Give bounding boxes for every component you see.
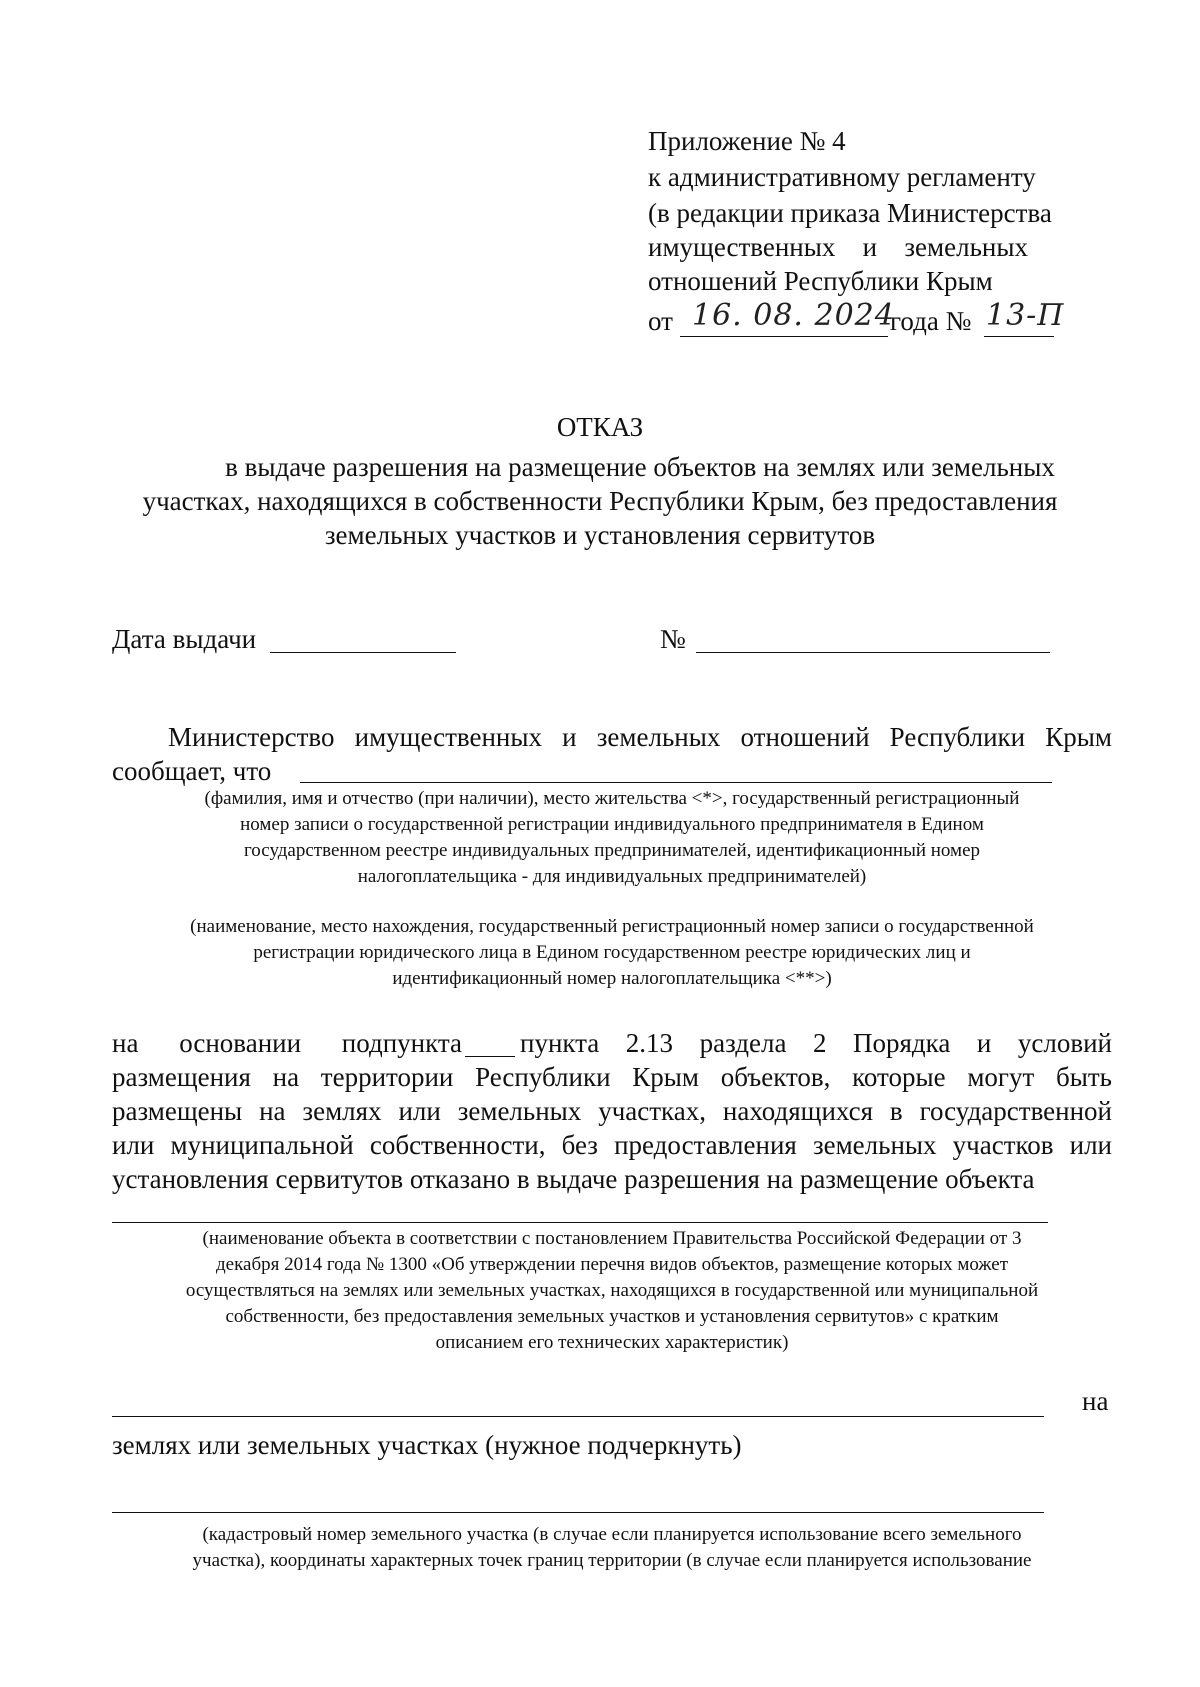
number-underline (984, 336, 1054, 337)
appendix-line-text: имущественных и земельных (648, 232, 1028, 262)
basis-first-a: на основании подпункта (112, 1028, 462, 1058)
reports-field (300, 782, 1052, 783)
number-handwritten: 13-П (986, 298, 1065, 333)
note-line: описанием его технических характеристик) (435, 1332, 789, 1353)
cadastral-field (112, 1512, 1044, 1513)
note-individual (112, 786, 1112, 890)
document-subtitle-line: участках, находящихся в собственности Республики Крым, без предоставления (142, 486, 1058, 516)
note-line: (наименование объекта в соответствии с постановлением Правительства Российской Федерации от 3 (202, 1228, 1022, 1249)
issue-number-label: № (660, 624, 686, 654)
basis-line: или муниципальной собственности, без предоставления земельных участков или (112, 1130, 1112, 1160)
note-line: государственном реестре индивидуальных предпринимателей, идентификационный номер (243, 840, 981, 861)
basis-first-b: пункта 2.13 раздела 2 Порядка и условий (520, 1028, 1112, 1058)
reports-label: сообщает, что (112, 756, 272, 786)
basis-line: размещения на территории Республики Крым объектов, которые могут быть (112, 1062, 1112, 1092)
lands-line: землях или земельных участках (нужное подчеркнуть) (112, 1430, 742, 1460)
note-line: налогоплательщика - для индивидуальных предпринимателей) (357, 866, 867, 887)
basis-last-line: установления сервитутов отказано в выдаче разрешения на размещение объекта (112, 1164, 1035, 1194)
issue-number-field (696, 652, 1050, 653)
appendix-title: Приложение № 4 (648, 126, 846, 156)
note-line: осуществляться на землях или земельных участках, находящихся в государственной или муниципальной (185, 1280, 1039, 1301)
note-line: регистрации юридического лица в Едином государственном реестре юридических лиц и (253, 942, 971, 963)
note-line: участка), координаты характерных точек границ территории (в случае если планируется использование (192, 1550, 1032, 1571)
note-legal-entity (112, 914, 1112, 992)
note-object (112, 1226, 1112, 1356)
issue-date-field (270, 652, 456, 653)
location-field (112, 1416, 1044, 1417)
document-title: ОТКАЗ (556, 412, 644, 442)
appendix-line (648, 230, 1028, 265)
document-subtitle-line: в выдаче разрешения на размещение объектов на землях или земельных (225, 452, 1055, 482)
appendix-line: к административному регламенту (648, 162, 1036, 192)
issue-date-label: Дата выдачи (112, 624, 257, 654)
date-handwritten: 16. 08. 2024 (692, 298, 895, 333)
note-line: идентификационный номер налогоплательщика <**>) (392, 968, 832, 989)
on-word: на (1082, 1386, 1109, 1416)
note-line: номер записи о государственной регистрации индивидуального предпринимателя в Едином (240, 814, 984, 835)
document-subtitle-line: земельных участков и установления сервитутов (324, 520, 876, 550)
year-word: года № (890, 306, 972, 336)
note-line: (кадастровый номер земельного участка (в случае если планируется использование всего земельного (202, 1524, 1022, 1545)
ministry-line: Министерство имущественных и земельных отношений Республики Крым (168, 722, 1112, 752)
note-line: декабря 2014 года № 1300 «Об утверждении перечня видов объектов, размещение которых может (215, 1254, 1009, 1275)
note-line: (фамилия, имя и отчество (при наличии), место жительства <*>, государственный регистрационный (204, 788, 1020, 809)
basis-line: размещены на землях или земельных участках, находящихся в государственной (112, 1096, 1112, 1126)
note-line: собственности, без предоставления земельных участков и установления сервитутов» с кратким (225, 1306, 999, 1327)
date-prefix: от (648, 306, 673, 336)
appendix-line: отношений Республики Крым (648, 266, 993, 296)
subparagraph-field (465, 1056, 515, 1057)
note-cadastral (112, 1522, 1112, 1574)
note-line: (наименование, место нахождения, государственный регистрационный номер записи о государственной (190, 916, 1034, 937)
object-field (112, 1222, 1048, 1223)
date-underline (680, 336, 888, 337)
appendix-line: (в редакции приказа Министерства (648, 198, 1052, 228)
